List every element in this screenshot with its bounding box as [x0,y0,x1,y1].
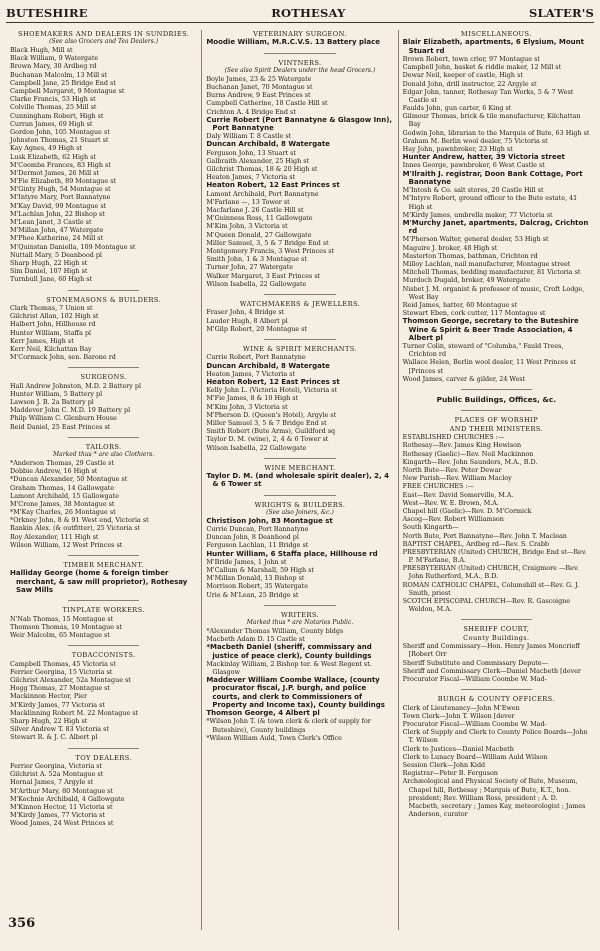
directory-entry: Masterton Thomas, bathman, Crichton rd [402,251,538,260]
section-title: TOBACCONISTS. [71,651,136,660]
directory-entry-bold: Maddever William Coombe Wallace, (county procurator fiscal, J.P. burgh, and police courts, and clerk to Commissioners of Property and Income tax), County buildings [206,676,385,709]
directory-entry: Wood James, 24 West Princes st [10,819,114,828]
section-divider [264,294,335,295]
directory-entry: Silver Andrew T. 83 Victoria st [10,725,109,734]
section-title: SHERIFF COURT, [463,625,530,634]
directory-entry-bold: Thomson George, 4 Albert pl [206,709,320,718]
section-divider [264,53,335,54]
directory-entry: M'Callum & Marshall, 59 High st [206,566,314,575]
directory-entry: Mackinnon Hector, Pier [10,692,88,701]
directory-entry: PRESBYTERIAN (United) CHURCH, Craigmore —Rev. John Rutherford, M.A., B.D. [402,564,579,581]
directory-entry: Turner Colin, steward of "Columba," Fauld Trees, Crichton rd [402,342,564,359]
section-divider [68,290,139,291]
directory-entry: Roy Alexander, 111 High st [10,532,99,541]
directory-entry: North Bute, Port Bannatyne—Rev. John T. Maclean [402,531,567,540]
directory-entry: Nisbet J. M. organist & professor of music, Croft Lodge, West Bay [402,284,585,301]
section-title: TIMBER MERCHANT. [63,561,144,570]
directory-entry-bold: Duncan Archibald, 8 Watergate [206,361,330,370]
directory-entry: Philp William C. Glenburn House [10,414,117,423]
directory-entry: New Parish—Rev. William Macloy [402,474,512,483]
directory-entry: Stewart R. & J. C. Albert pl [10,733,98,742]
directory-entry: M'Lachlan John, 22 Bishop st [10,209,105,218]
directory-entry: M'Kim John, 3 Victoria st [206,402,288,411]
public-buildings-heading: Public Buildings, Offices, &c. [436,394,557,404]
directory-entry: Buchanan Janet, 70 Montague st [206,82,313,91]
directory-entry: M'Kirdy James, 77 Victoria st [10,811,105,820]
section-title: VETERINARY SURGEON. [253,30,347,38]
section-title: BURGH & COUNTY OFFICERS. [437,695,555,704]
directory-entry: Halbert John, Hillhouse rd [10,320,96,329]
section-note: (See also Spirit Dealers under the head Grocers.) [224,67,376,75]
section-title: WRIGHTS & BUILDERS. [254,500,346,509]
directory-entry: Campbell Catherine, 18 Castle Hill st [206,99,328,108]
directory-entry: Wallace Helen, Berlin wool dealer, 11 West Princes st [Princes st [402,358,576,375]
directory-entry: Currie Duncan, Port Bannatyne [206,525,309,534]
directory-entry: M'Cormack John, sen. Barone rd [10,353,116,362]
directory-entry: *Wilson William Auld, Town Clerk's Office [206,733,342,742]
directory-entry: M'Gilp Robert, 20 Montague st [206,324,308,333]
directory-entry: Gilmour Thomas, brick & tile manufacturer, Kilchattan Bay [402,112,581,129]
directory-entry: Faulds John, gun carter, 6 King st [402,104,512,113]
directory-entry-bold: Heaton Robert, 12 East Princes st [206,181,340,190]
directory-entry: Johnston Thomas, 21 Stuart st [10,136,109,145]
section-note: Marked thus * are also Clothiers. [53,451,155,459]
directory-entry: M'Millan John, 47 Watergate [10,226,104,235]
section-divider [461,389,532,390]
directory-entry: Wood James, carver & gilder, 24 West [402,374,526,383]
header-publisher: SLATER'S [528,6,594,20]
section-title: TOY DEALERS. [75,753,132,762]
section-title: SHOEMAKERS AND DEALERS IN SUNDRIES. [18,30,190,38]
directory-entry: *Orkney John, 8 & 91 West end, Victoria st [10,516,149,525]
directory-entry: Town Clerk—John T. Wilson [dever [402,711,515,720]
section-divider [68,748,139,749]
directory-entry: Heaton James, 7 Victoria st [206,369,296,378]
section-note: (See also Joiners, &c.) [266,509,334,517]
directory-entry: Cunningham Robert, High st [10,111,104,120]
directory-entry: Clerk to Lunacy Board—William Auld Wilson [402,752,548,761]
directory-entry: Innes George, pawnbroker, 6 West Castle st [402,161,545,170]
directory-entry: Burns Andrew, 9 East Princes st [206,91,311,100]
directory-entry: Ferrier Georgina, 15 Victoria st [10,667,113,676]
directory-entry: Gilchrist Allan, 102 High st [10,312,99,321]
directory-entry: M'Coomba Frances, 83 High st [10,160,111,169]
directory-entry: Gilchrist Alexander, 52a Montague st [10,676,131,685]
directory-entry: *Duncan Alexander, 50 Montague st [10,475,128,484]
directory-entry: M'Kirdy James, 77 Victoria st [10,700,105,709]
directory-entry: Boyle James, 23 & 25 Watergate [206,74,312,83]
directory-entry: M'Lean Janet, 3 Castle st [10,218,92,227]
directory-entry: Kerr Neil, Kilchattan Bay [10,344,92,353]
directory-entry: Campbell Thomas, 45 Victoria st [10,659,116,668]
directory-entry: Ferguson Lachlan, 11 Bridge st [206,541,309,550]
directory-entry: Donald John, drill instructor, 22 Argyle st [402,79,537,88]
directory-entry: Macfarlane J. 26 Castle Hill st [206,206,304,215]
directory-entry: Godwin John, librarian to the Marquis of Bute, 63 High st [402,128,590,137]
directory-entry: Wilson Isabella, 22 Gallowgate [206,279,307,288]
directory-entry: Weir Malcolm, 65 Montague st [10,631,110,640]
directory-entry: Mackinlay William, 2 Bishop ter. & West Regent st. Glasgow [206,659,372,676]
header-town: ROTHESAY [271,6,346,20]
directory-entry-bold: M'Murchy Janet, apartments, Dalcrag, Crichton rd [402,218,589,236]
directory-entry: Chapel hill (Gaelic)—Rev. D. M'Cormick [402,506,532,515]
directory-entry: Miller Samuel 3, 5 & 7 Bridge End st [206,418,327,427]
directory-entry: Macbeth Adam D. 15 Castle st [206,635,305,644]
directory-entry: Turnbull Jane, 60 High st [10,275,93,284]
directory-entry: Sharp Hugh, 22 High st [10,258,88,267]
section-note: Marked thus * are Notaries Public. [246,619,354,627]
directory-entry: M'Farlane —, 13 Tower st [206,197,290,206]
header-county: BUTESHIRE [6,6,88,20]
directory-entry: M'Pherson D. (Queen's Hotel), Argyle st [206,410,337,419]
section-divider [264,495,335,496]
directory-entry: Galbraith Alexander, 25 High st [206,156,310,165]
directory-entry: Black William, 9 Watergate [10,54,99,63]
directory-entry: Clerk of Supply and Clerk to County Police Boards—John T. Wilson [402,728,588,745]
directory-entry-bold: *Macbeth Daniel (sheriff, commissary and justice of peace clerk), County buildings [206,643,372,660]
section-divider [68,367,139,368]
directory-entry: Currie Robert, Port Bannatyne [206,353,306,362]
directory-entry: Nuttall Mary, 5 Deanbood pl [10,250,102,259]
directory-entry: M'Fie James, 8 & 10 High st [206,394,299,403]
column-middle [201,30,397,930]
directory-entry: Buchanan Malcolm, 13 Mill st [10,70,108,79]
directory-entry-bold: Hunter William, 6 Staffa place, Hillhouse rd [206,549,378,558]
directory-entry: Hall Andrew Johnston, M.D. 2 Battery pl [10,381,142,390]
directory-entry: Campbell John, basket & riddle maker, 12 Mill st [402,63,562,72]
directory-entry: Daly William T. 8 Castle st [206,132,292,141]
directory-entry: Ascog—Rev. Robert Williamson [402,515,504,524]
directory-entry: Smith Robert (Bute Arms), Guildford sq [206,427,336,436]
section-title: WRITERS. [280,610,320,619]
directory-entry: Macklinning Robert M. 22 Montague st [10,708,139,717]
section-title: TAILORS. [85,442,122,451]
directory-entry: M'Kim John, 3 Victoria st [206,222,288,231]
section-title: VINTNERS. [278,58,322,67]
directory-entry: M'Kay David, 99 Montague st [10,201,107,210]
directory-entry-bold: Blair Elizabeth, apartments, 6 Elysium, Mount Stuart rd [402,38,584,55]
section-divider [461,619,532,620]
directory-entry: M'Kirdy James, umbrella maker, 77 Victoria st [402,210,553,219]
directory-entry: West—Rev. W. E. Brown, M.A. [402,498,499,507]
directory-entry: Session Clerk—John Kidd [402,760,486,769]
directory-entry: Lusk Elizabeth, 62 High st [10,152,96,161]
directory-entry: Sheriff Substitute and Commissary Depute— [402,658,549,667]
directory-entry: M'Kinnon Hector, 11 Victoria st [10,802,113,811]
directory-entry: M'Intyre Mary, Port Bannatyne [10,193,111,202]
directory-entry: M'Queen Donald, 27 Gallowgate [206,230,312,239]
section-divider [264,605,335,606]
section-divider [461,689,532,690]
directory-entry: *M'Kay Charles, 26 Montague st [10,508,116,517]
directory-entry-bold: Heaton Robert, 12 East Princes st [206,377,340,386]
section-title: WINE & SPIRIT MERCHANTS. [243,344,357,353]
directory-entry: Miller Samuel, 3, 5 & 7 Bridge End st [206,238,329,247]
directory-entry: Lamont Archibald, Port Bannatyne [206,189,319,198]
directory-entry: M'Dermot James, 26 Mill st [10,168,100,177]
column-left [6,30,201,930]
directory-entry: Procurator Fiscal—William Coombe W. Mad- [402,675,547,684]
directory-entry: Stewart Eben, cork cutter, 117 Montague st [402,309,546,318]
directory-entry: Heaton James, 7 Victoria st [206,173,296,182]
directory-entry: Gilchrist A. 52a Montague st [10,770,104,779]
running-header [6,4,594,23]
directory-entry: Walker Margaret, 3 East Princes st [206,271,321,280]
section-subtitle: AND THEIR MINISTERS. [449,424,543,433]
directory-entry: Ferguson John, 13 Stuart st [206,148,296,157]
directory-entry: Ferrier Georgina, Victoria st [10,761,103,770]
section-divider [264,339,335,340]
directory-entry: North Bute—Rev. Peter Dewar [402,466,502,475]
directory-entry: Campbell Jane, 25 Bridge End st [10,78,116,87]
directory-entry: Urie & M'Lean, 25 Bridge st [206,590,299,599]
directory-entry-bold: Hunter Andrew, hatter, 39 Victoria street [402,153,565,162]
directory-entry: Kelly John L. (Victoria Hotel), Victoria st [206,386,338,395]
directory-entry: PRESBYTERIAN (United) CHURCH, Bridge End st—Rev. P. M'Farlane, B.A. [402,547,587,565]
directory-entry: Clarke Francis, 53 High st [10,95,96,104]
directory-entry: Registrar—Peter B. Ferguson [402,769,498,778]
directory-entry: Gilchrist Thomas, 18 & 20 High st [206,165,318,174]
section-title: MISCELLANEOUS. [460,30,532,38]
directory-entry: SCOTCH EPISCOPAL CHURCH—Rev. R. Gascoigne Weldon, M.A. [402,597,571,614]
directory-entry: Brown Robert, town crier, 97 Montague st [402,54,540,63]
directory-entry: M'Intosh & Co. salt stores, 20 Castle Hill st [402,186,544,195]
directory-entry: Kingarth—Rev. John Saunders, M.A., B.D. [402,457,538,466]
directory-entry: Crichton A. 4 Bridge End st [206,107,296,116]
directory-entry: Clerk of Lieutenancy—John M'Ewen [402,703,520,712]
column-right [398,30,594,930]
section-divider [461,410,532,411]
directory-entry: Turner John, 27 Watergate [206,263,294,272]
directory-entry: Graham M. Berlin wool dealer, 75 Victoria st [402,136,548,145]
directory-entry: N'Nab Thomas, 15 Montague st [10,614,114,623]
directory-entry: M'Guinness Ross, 11 Gallowgate [206,214,313,223]
directory-entry: Fraser John, 4 Bridge st [206,308,285,317]
directory-entry: Sharp Hugh, 22 High st [10,716,88,725]
section-subtitle: County Buildings. [463,633,530,642]
directory-entry: Mitchell Thomas, bedding manufacturer, 81 Victoria st [402,268,581,277]
directory-entry-bold: Currie Robert (Port Bannatyne & Glasgow Inn), Port Bannatyne [206,115,393,132]
directory-columns [6,30,594,930]
directory-entry: Hornal James, 7 Argyle st [10,778,94,787]
directory-entry-bold: Duncan Archibald, 8 Watergate [206,140,330,149]
directory-entry: Rothesay (Gaelic)—Rev. Neil Mackinnon [402,449,534,458]
directory-entry: Gordon John, 105 Montague st [10,127,110,136]
directory-entry: M'Intyre Robert, ground officer to the Bute estate, 41 High st [402,194,578,211]
directory-entry: M'Pherson Walter, general dealer, 53 High st [402,235,549,244]
directory-entry: Lamont Archibald, 15 Gallowgate [10,491,119,500]
directory-entry: Dewar Neil, keeper of castle, High st [402,71,523,80]
directory-entry: South Kingarth— [402,523,459,532]
directory-entry: Maguire J. broker, 48 High st [402,243,498,252]
directory-entry: Rankin Alex. (& outfitter), 25 Victoria st [10,524,141,533]
section-divider [264,458,335,459]
directory-entry: Colville Thomas, 25 Mill st [10,103,97,112]
directory-entry: M'Crone James, 38 Montague st [10,499,115,508]
directory-entry: M'Bride James, 1 John st [206,557,287,566]
section-divider [68,555,139,556]
section-title: SURGEONS. [80,373,127,382]
directory-entry-bold: Taylor D. M. (and wholesale spirit dealer), 2, 4 & 6 Tower st [206,472,389,489]
directory-entry: Clark Thomas, 7 Union st [10,303,93,312]
directory-entry: Hogg Thomas, 27 Montague st [10,684,110,693]
directory-entry: M'Quinstan Daniella, 109 Montague st [10,242,136,251]
directory-entry: *Alexander Thomas William, County bldgs [206,626,344,635]
directory-entry: Rothesay—Rev. James King Hewison [402,441,522,450]
directory-entry: ROMAN CATHOLIC CHAPEL, Columshill st—Rev. G. J. Smith, priest [402,580,580,597]
directory-entry-bold: Moodie William, M.R.C.V.S. 13 Battery place [206,38,381,47]
directory-entry: Thomson Thomas, 19 Montague st [10,622,122,631]
directory-entry: M'Kechnie Archibald, 4 Gallowgate [10,794,125,803]
directory-entry: Lawson J. B. 2a Battery pl [10,398,94,407]
directory-entry: Campbell Margaret, 9 Montague st [10,87,125,96]
directory-entry: Clerk to Justices—Daniel Macbeth [402,744,514,753]
directory-entry: Procurator Fiscal—William Coombe W. Mad- [402,720,547,729]
directory-entry: Hunter William, 5 Battery pl [10,389,103,398]
directory-entry: Kay Agnes, 49 High st [10,144,83,153]
section-divider [68,645,139,646]
directory-entry-bold: Thomson George, secretary to the Buteshire Wine & Spirit & Beer Trade Association, 4 Albert pl [402,317,579,342]
directory-entry: Sheriff and Commissary Clerk—Daniel Macbeth [dever [402,666,581,675]
directory-entry: M'Fie Elizabeth, 89 Montague st [10,177,117,186]
section-title: TINPLATE WORKERS. [62,606,145,615]
directory-entry: *Anderson Thomas, 29 Castle st [10,458,114,467]
directory-entry: Curran James, 69 High st [10,119,93,128]
directory-entry-bold: Halliday George (home & foreign timber merchant, & saw mill proprietor), Rothesay Saw Mills [10,569,188,594]
directory-entry: Wilson William, 12 West Princes st [10,540,123,549]
directory-entry: Sim Daniel, 107 High st [10,267,88,276]
directory-entry-bold: M'Ilraith J. registrar, Doon Bank Cottage, Port Bannatyne [402,169,583,186]
directory-entry: Lauder Hugh, 8 Albert pl [206,316,288,325]
directory-entry: Graham Thomas, 14 Gallowgate [10,483,115,492]
section-title: WATCHMAKERS & JEWELLERS. [239,299,361,308]
directory-entry: ESTABLISHED CHURCHES :— [402,433,505,442]
directory-entry-bold: Christison John, 83 Montague st [206,516,333,525]
directory-entry: M'Arthur Mary, 80 Montague st [10,786,114,795]
directory-entry: Reid Daniel, 25 East Princes st [10,422,111,431]
society-entry: Archæological and Physical Society of Bute, Museum, Chapel hill, Rothesay ; Marquis of Bute, K.T., hon. president; Rev. William Ross, president ; A. D. Macbeth, secretary ; James Kay, meteorologist ; James Anderson, curator [402,777,586,819]
directory-entry: Maddever John C. M.D. 19 Battery pl [10,406,131,415]
directory-entry: M'Phee Katherine, 24 Mill st [10,234,104,243]
directory-entry: FREE CHURCHES :— [402,482,475,491]
directory-entry: M'Millan Donald, 13 Bishop st [206,574,305,583]
page-number: 356 [8,916,36,931]
directory-entry: Brown Mary, 30 Ardbeg rd [10,62,97,71]
section-title: WINE MERCHANT. [264,463,336,472]
directory-entry: Sheriff and Commissary—Hon. Henry James Moncrieff [Robert Orr [402,642,580,659]
directory-entry: Duncan John, 8 Deanhood pl [206,533,299,542]
section-divider [68,437,139,438]
directory-entry: East—Rev. David Somerville, M.A. [402,490,514,499]
directory-entry: Morrison Robert, 35 Watergate [206,582,309,591]
directory-entry: *Wilson John T. (& town clerk & clerk of supply for Buteshire), County buildings [206,717,371,734]
directory-entry: Milloy Lachlan, nail manufacturer, Montague street [402,259,571,268]
directory-entry: Wilson Isabella, 22 Gallowgate [206,443,307,452]
directory-entry: Reid James, hatter, 60 Montague st [402,300,518,309]
directory-entry: Murdoch Dugald, broker, 49 Watergate [402,276,531,285]
directory-entry: BAPTIST CHAPEL, Ardbeg rd—Rev. S. Crabb [402,539,550,548]
directory-entry: Kerr James, High st [10,336,74,345]
section-title: STONEMASONS & BUILDERS. [46,295,162,304]
directory-entry: Montgomery Francis, 3 West Princes st [206,246,335,255]
directory-entry: Hay John, pawnbroker, 23 High st [402,145,513,153]
directory-entry: Smith John, 1 & 3 Montague st [206,255,307,264]
directory-entry: Black Hugh, Mill st [10,46,73,55]
section-divider [68,600,139,601]
section-title: PLACES OF WORSHIP [454,416,539,425]
directory-entry: Dobbie Andrew, 16 High st [10,467,98,476]
directory-entry: Hunter William, Staffa pl [10,328,92,337]
directory-entry: Edgar John, tanner, Rothesay Tan Works, 5 & 7 West Castle st [402,87,574,104]
section-note: (See also Grocers and Tea Dealers.) [49,38,159,46]
directory-entry: M'Ginty Hugh, 54 Montague st [10,185,111,194]
directory-entry: Taylor D. M. (wine), 2, 4 & 6 Tower st [206,435,329,444]
